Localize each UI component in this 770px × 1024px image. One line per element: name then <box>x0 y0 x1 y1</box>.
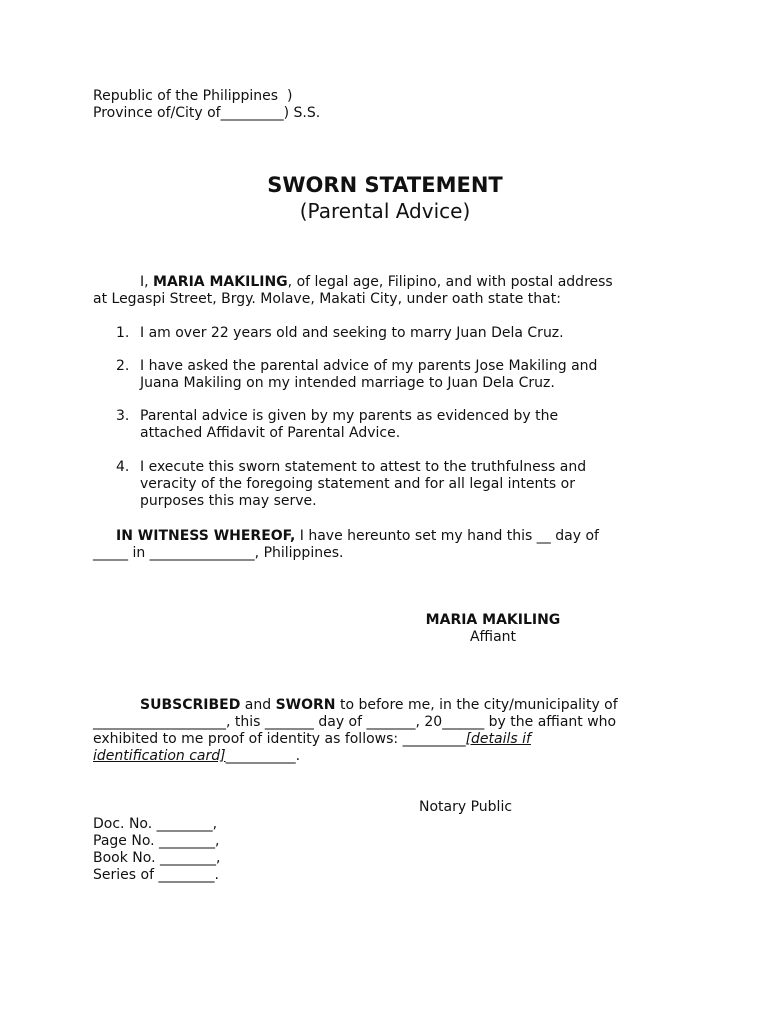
notary-public-label: Notary Public <box>419 799 513 815</box>
witness-line-1 <box>93 528 599 545</box>
page-number: Page No. ________, <box>93 833 220 849</box>
doc-number: Doc. No. ________, <box>93 816 218 832</box>
jurat-line-4 <box>93 748 618 765</box>
item-number: 2. <box>116 358 130 374</box>
notary-register <box>93 816 220 884</box>
intro-paragraph <box>93 274 613 308</box>
intro-line-1-rest: , of legal age, Filipino, and with postal address <box>287 274 613 290</box>
item-line: I have asked the parental advice of my parents Jose Makiling and <box>140 358 598 374</box>
jurat-line-1 <box>93 697 618 714</box>
item-text <box>140 358 597 392</box>
item-line: purposes this may serve. <box>140 493 317 509</box>
item-number: 3. <box>116 408 130 424</box>
affiant-name: MARIA MAKILING <box>153 274 288 290</box>
item-line: Parental advice is given by my parents as evidenced by the <box>140 408 559 424</box>
item-line: veracity of the foregoing statement and for all legal intents or <box>140 476 575 492</box>
witness-paragraph <box>93 528 599 562</box>
item-line: Juana Makiling on my intended marriage to Juan Dela Cruz. <box>140 375 555 391</box>
witness-heading: IN WITNESS WHEREOF, <box>116 528 296 544</box>
header-province-line: Province of/City of_________) S.S. <box>93 105 321 121</box>
jurisdiction-header <box>93 88 320 122</box>
item-line: I execute this sworn statement to attest to the truthfulness and <box>140 459 587 475</box>
id-card-placeholder: identification card] <box>93 748 226 764</box>
jurat-line-3 <box>93 731 618 748</box>
id-details-placeholder: [details if <box>465 731 531 747</box>
jurat-line-2: ___________________, this _______ day of _______, 20______ by the affiant who <box>93 714 617 730</box>
item-text <box>140 325 564 342</box>
witness-line-1-rest: I have hereunto set my hand this __ day of <box>295 528 599 544</box>
item-number: 1. <box>116 325 130 341</box>
jurat-paragraph <box>93 697 618 765</box>
document-title: SWORN STATEMENT <box>267 173 503 197</box>
jurat-sworn: SWORN <box>275 697 336 713</box>
jurat-and: and <box>240 697 276 713</box>
item-text <box>140 408 558 442</box>
series-of: Series of ________. <box>93 867 219 883</box>
affiant-signature-block <box>393 612 593 646</box>
affiant-role: Affiant <box>469 629 517 645</box>
jurat-subscribed: SUBSCRIBED <box>140 697 241 713</box>
item-number: 4. <box>116 459 130 475</box>
jurat-line-3-text: exhibited to me proof of identity as follows: _________ <box>93 731 466 747</box>
intro-line-2: at Legaspi Street, Brgy. Molave, Makati City, under oath state that: <box>93 291 561 307</box>
intro-prefix: I, <box>140 274 154 290</box>
document-subtitle: (Parental Advice) <box>299 199 471 223</box>
item-text <box>140 459 586 510</box>
witness-line-2: _____ in _______________, Philippines. <box>93 545 344 561</box>
affiant-signature-name: MARIA MAKILING <box>425 612 561 628</box>
jurat-line-1-rest: to before me, in the city/municipality of <box>335 697 618 713</box>
intro-line-1 <box>93 274 613 291</box>
item-line: attached Affidavit of Parental Advice. <box>140 425 401 441</box>
header-republic-line: Republic of the Philippines ) <box>93 88 293 104</box>
jurat-line-4-rest: __________. <box>225 748 301 764</box>
item-line: I am over 22 years old and seeking to marry Juan Dela Cruz. <box>140 325 564 341</box>
book-number: Book No. ________, <box>93 850 221 866</box>
